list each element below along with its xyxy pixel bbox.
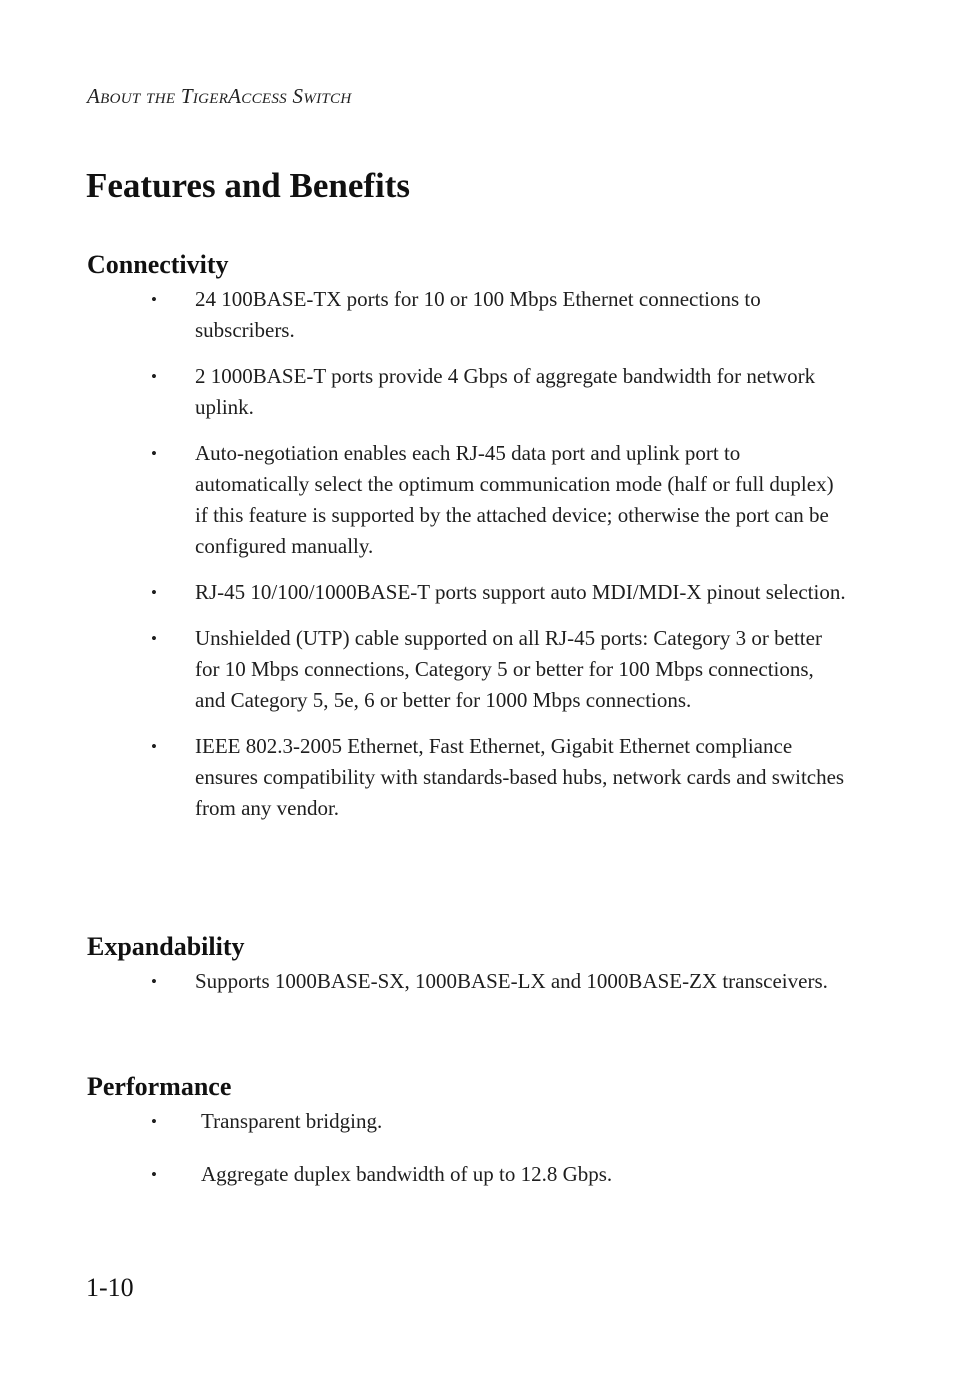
list-item-text: Transparent bridging.	[201, 1109, 383, 1133]
list-item-text: Unshielded (UTP) cable supported on all RJ-45 ports: Category 3 or better for 10 Mbps connections, Category 5 or better for 100 Mbps connections, and Category 5, 5e, 6 or better for 1000 Mbps connections.	[195, 626, 822, 712]
list-item	[0, 731, 954, 824]
list-item	[0, 623, 954, 716]
list-item	[0, 284, 954, 346]
section-heading: Expandability	[87, 932, 245, 961]
list-item-text: Supports 1000BASE-SX, 1000BASE-LX and 1000BASE-ZX transceivers.	[195, 969, 828, 993]
bullet-icon: •	[151, 629, 157, 648]
bullet-icon: •	[151, 367, 157, 386]
list-item-text: 2 1000BASE-T ports provide 4 Gbps of aggregate bandwidth for network uplink.	[195, 364, 816, 419]
bullet-icon: •	[151, 1112, 157, 1131]
page-number: 1-10	[86, 1273, 134, 1302]
bullet-icon: •	[151, 1165, 157, 1184]
bullet-icon: •	[151, 972, 157, 991]
list-item	[0, 577, 954, 608]
list-item-text: IEEE 802.3-2005 Ethernet, Fast Ethernet, Gigabit Ethernet compliance ensures compatibility with standards-based hubs, network cards and switches from any vendor.	[195, 734, 845, 820]
list-item	[0, 361, 954, 423]
list-item	[0, 966, 954, 997]
section-heading: Performance	[87, 1072, 232, 1101]
page-title: Features and Benefits	[86, 166, 411, 205]
bullet-list	[0, 284, 954, 839]
bullet-list	[0, 1106, 954, 1205]
list-item-text: RJ-45 10/100/1000BASE-T ports support auto MDI/MDI-X pinout selection.	[195, 580, 846, 604]
bullet-list	[0, 966, 954, 1012]
list-item-text: 24 100BASE-TX ports for 10 or 100 Mbps Ethernet connections to subscribers.	[195, 287, 761, 342]
list-item	[0, 1159, 954, 1190]
list-item-text: Aggregate duplex bandwidth of up to 12.8 Gbps.	[201, 1162, 613, 1186]
bullet-icon: •	[151, 583, 157, 602]
list-item	[0, 438, 954, 562]
section-heading: Connectivity	[87, 250, 229, 279]
list-item	[0, 1106, 954, 1137]
bullet-icon: •	[151, 737, 157, 756]
bullet-icon: •	[151, 290, 157, 309]
running-header: About the TigerAccess Switch	[87, 84, 352, 108]
list-item-text: Auto-negotiation enables each RJ-45 data port and uplink port to automatically select the optimum communication mode (half or full duplex) if this feature is supported by the attached device; otherwise the port can be configured manually.	[195, 441, 834, 558]
bullet-icon: •	[151, 444, 157, 463]
